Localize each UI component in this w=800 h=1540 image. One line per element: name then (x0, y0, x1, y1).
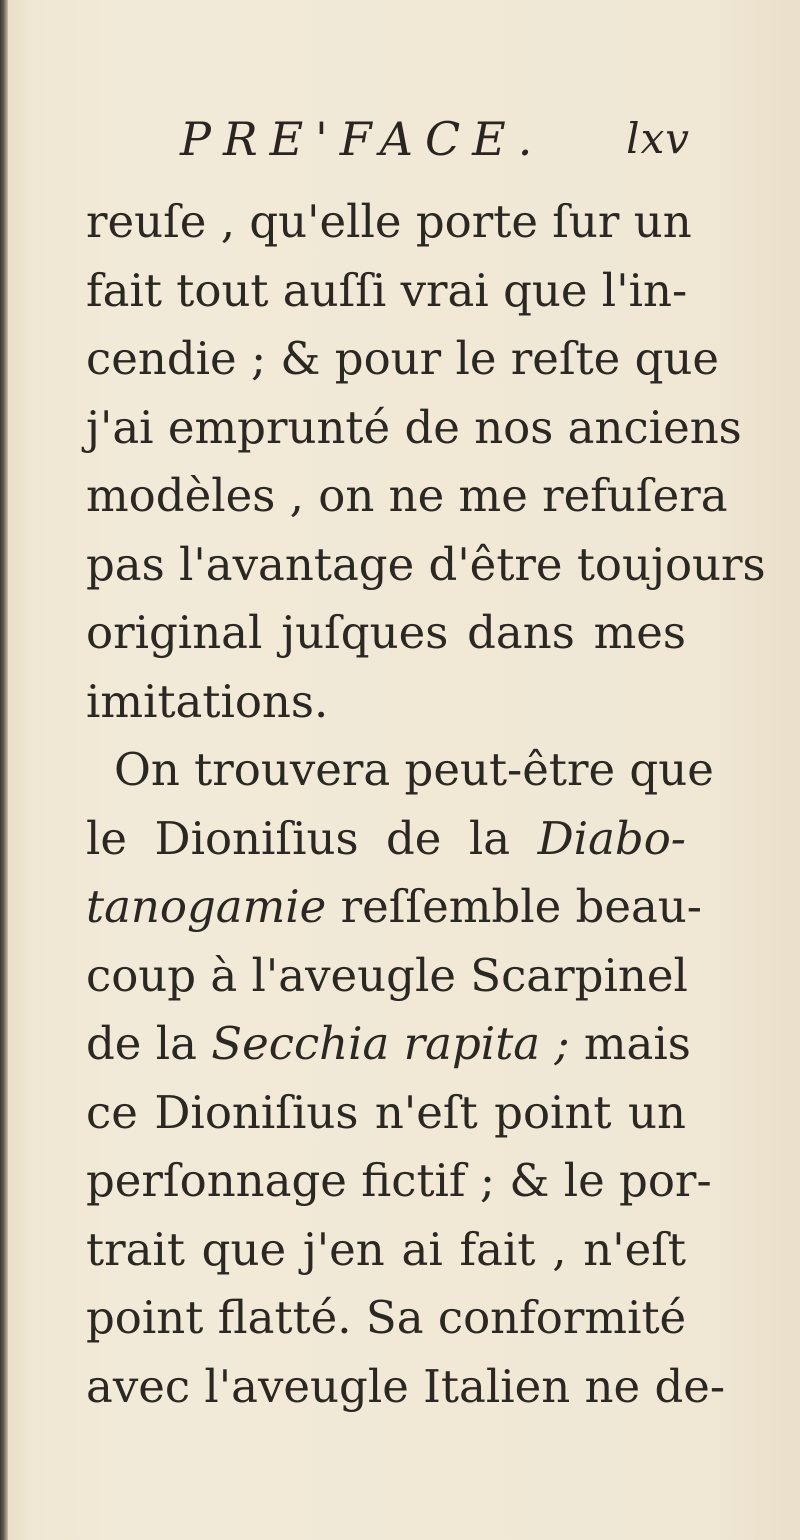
text-line: trait que j'en ai fait , n'eſt (86, 1222, 686, 1276)
text-span: mais (569, 1017, 691, 1070)
body-text (86, 188, 766, 1421)
text-line (86, 805, 686, 874)
text-line: perſonnage fictif ; & le por- (86, 1154, 712, 1207)
text-span: reſſemble beau- (326, 880, 702, 933)
italic-title-span: tanogamie (86, 880, 327, 933)
text-line: cendie ; & pour le reſte que (86, 332, 720, 385)
text-line (86, 1010, 691, 1079)
text-line: pas l'avantage d'être toujours (86, 537, 766, 591)
text-line: avec l'aveugle Italien ne de- (86, 1359, 726, 1413)
text-line: ce Dioniſius n'eſt point un (86, 1085, 686, 1139)
page-header (150, 112, 690, 182)
page-number: lxv (626, 114, 690, 163)
text-span: de la (86, 1017, 212, 1070)
text-line: modèles , on ne me refuſera (86, 469, 728, 522)
running-title: PRE'FACE. (180, 112, 545, 166)
paragraph-start-line: On trouvera peut-être que (114, 743, 714, 796)
text-line: imitations. (86, 674, 329, 728)
italic-title-span: Diabo- (537, 811, 686, 865)
text-line: reuſe , qu'elle porte ſur un (86, 195, 692, 248)
page-binding-edge (0, 0, 8, 1540)
text-line: point flatté. Sa conformité (86, 1291, 687, 1344)
text-line: j'ai emprunté de nos anciens (86, 400, 742, 454)
text-line: original juſques dans mes (86, 606, 686, 659)
italic-title-span: Secchia rapita ; (211, 1017, 570, 1070)
text-span: le Dioniſius de la (86, 811, 538, 865)
text-line: fait tout auſſi vrai que l'in- (86, 263, 688, 317)
text-line: coup à l'aveugle Scarpinel (86, 948, 688, 1002)
text-line (86, 873, 702, 942)
